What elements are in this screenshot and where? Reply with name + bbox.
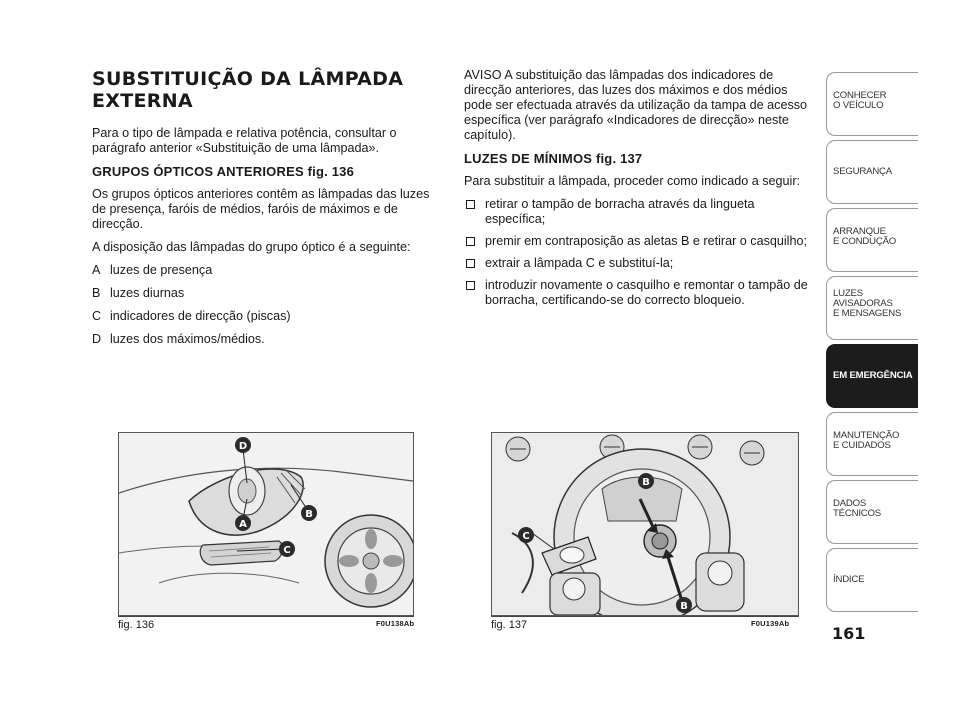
tab-seguranca[interactable]: SEGURANÇA (826, 140, 918, 204)
checkbox-bullet-icon (466, 200, 475, 209)
tab-luzes-avisadoras[interactable]: LUZES AVISADORAS E MENSAGENS (826, 276, 918, 340)
page-number: 161 (832, 624, 866, 643)
lamp-list-item (92, 263, 442, 278)
chapter-sidebar (826, 72, 918, 616)
step-item (464, 197, 808, 227)
tab-indice[interactable]: ÍNDICE (826, 548, 918, 612)
parking-light-illustration (492, 433, 798, 615)
figure-136-front-headlight (118, 432, 414, 616)
step-item (464, 278, 808, 308)
lamp-description: indicadores de direcção (piscas) (110, 309, 291, 323)
figure-137-parking-light (491, 432, 799, 616)
lamp-list-item (92, 286, 442, 301)
left-column (92, 68, 442, 355)
step-text: introduzir novamente o casquilho e remontar o tampão de borracha, certificando-se do correcto bloqueio. (485, 278, 808, 307)
lamp-list-item (92, 309, 442, 324)
figure-caption: fig. 136 (118, 619, 155, 631)
tab-conhecer-o-veiculo[interactable]: CONHECER O VEÍCULO (826, 72, 918, 136)
marker-label: A (239, 519, 247, 530)
figure-code: F0U139Ab (751, 619, 790, 628)
steps-list (464, 197, 808, 308)
page-title: SUBSTITUIÇÃO DA LÂMPADA EXTERNA (92, 68, 404, 112)
marker-label: D (238, 441, 248, 452)
tab-em-emergencia[interactable]: EM EMERGÊNCIA (826, 344, 918, 408)
steps-intro: Para substituir a lâmpada, proceder como indicado a seguir: (464, 174, 801, 188)
tab-dados-tecnicos[interactable]: DADOS TÉCNICOS (826, 480, 918, 544)
front-optics-paragraph: Os grupos ópticos anteriores contêm as lâmpadas das luzes de presença, faróis de médios, faróis de máximos e de direcção. (92, 187, 430, 231)
headlight-illustration (119, 433, 413, 615)
tab-manutencao-e-cuidados[interactable]: MANUTENÇÃO E CUIDADOS (826, 412, 918, 476)
checkbox-bullet-icon (466, 259, 475, 268)
tab-arranque-e-conducao[interactable]: ARRANQUE E CONDUÇÃO (826, 208, 918, 272)
lamp-description: luzes dos máximos/médios. (110, 332, 265, 346)
lamp-description: luzes de presença (110, 263, 213, 277)
marker-label: B (680, 601, 688, 612)
step-text: retirar o tampão de borracha através da lingueta específica; (485, 197, 755, 226)
lamp-layout-paragraph: A disposição das lâmpadas do grupo óptico é a seguinte: (92, 240, 411, 254)
lamp-list (92, 263, 442, 347)
intro-paragraph: Para o tipo de lâmpada e relativa potência, consultar o parágrafo anterior «Substituição de uma lâmpada». (92, 126, 397, 155)
section-heading-parking-lights: LUZES DE MÍNIMOS fig. 137 (464, 151, 643, 166)
right-column (464, 68, 808, 315)
section-heading-front-optics: GRUPOS ÓPTICOS ANTERIORES fig. 136 (92, 164, 355, 179)
step-text: premir em contraposição as aletas B e retirar o casquilho; (485, 234, 807, 248)
step-item (464, 234, 808, 249)
figure-rule (491, 616, 799, 617)
lamp-description: luzes diurnas (110, 286, 185, 300)
lamp-code: A (92, 263, 101, 277)
figure-code: F0U138Ab (376, 619, 415, 628)
lamp-code: D (92, 332, 102, 346)
marker-label: C (522, 531, 530, 542)
lamp-code: C (92, 309, 102, 323)
checkbox-bullet-icon (466, 281, 475, 290)
lamp-list-item (92, 332, 442, 347)
marker-label: B (642, 477, 650, 488)
marker-label: C (283, 545, 291, 556)
warning-paragraph: AVISO A substituição das lâmpadas dos indicadores de direcção anteriores, das luzes dos máximos e dos médios pode ser efectuada através da utilização da tampa de acesso específica (ver parágrafo «Indicadores de direcção» neste capítulo). (464, 68, 808, 142)
figure-rule (118, 616, 414, 617)
checkbox-bullet-icon (466, 237, 475, 246)
step-item (464, 256, 808, 271)
figure-caption: fig. 137 (491, 619, 528, 631)
step-text: extrair a lâmpada C e substituí-la; (485, 256, 674, 270)
lamp-code: B (92, 286, 101, 300)
marker-label: B (305, 509, 313, 520)
